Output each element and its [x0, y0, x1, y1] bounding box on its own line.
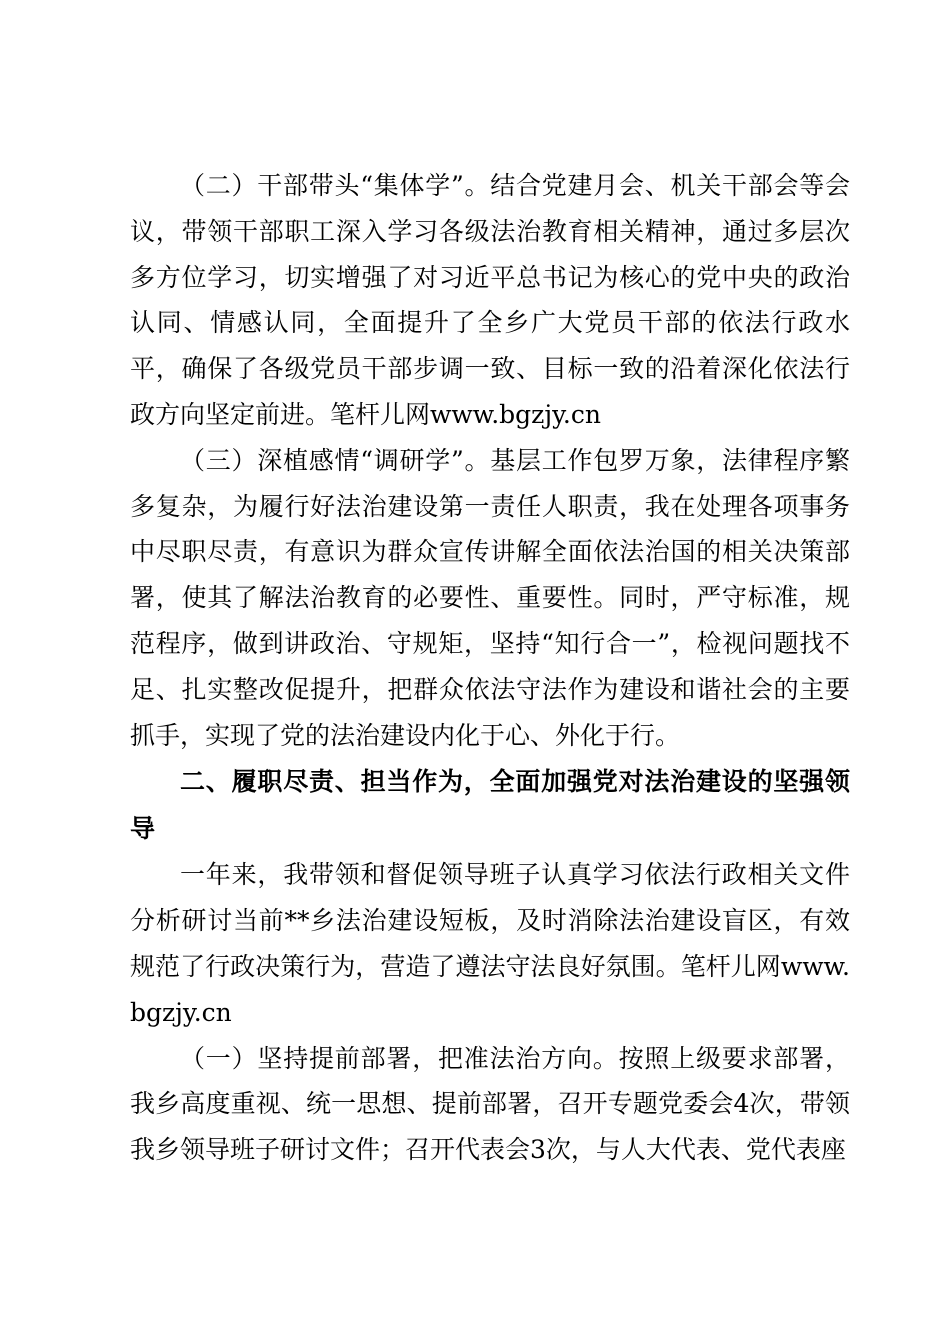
paragraph-advance-deployment: （一）坚持提前部署，把准法治方向。按照上级要求部署，我乡高度重视、统一思想、提前部署，召开专题党委会4次，带领我乡领导班子研讨文件；召开代表会3次，与人大代表、党代表座: [130, 1043, 850, 1165]
section-heading-two: 二、履职尽责、担当作为，全面加强党对法治建设的坚强领导: [130, 767, 850, 844]
paragraph-cadre-collective-study: （二）干部带头“集体学”。结合党建月会、机关干部会等会议，带领干部职工深入学习各级法治教育相关精神，通过多层次多方位学习，切实增强了对习近平总书记为核心的党中央的政治认同、情感认同，全面提升了全乡广大党员干部的依法行政水平，确保了各级党员干部步调一致、目标一致的沿着深化依法行政方向坚定前进。笔杆儿网www.bgzjy.cn: [130, 171, 850, 429]
paragraph-year-summary: 一年来，我带领和督促领导班子认真学习依法行政相关文件分析研讨当前**乡法治建设短板，及时消除法治建设盲区，有效规范了行政决策行为，营造了遵法守法良好氛围。笔杆儿网www.bgzjy.cn: [130, 860, 850, 1027]
document-body: [130, 163, 850, 1173]
paragraph-research-study: （三）深植感情“调研学”。基层工作包罗万象，法律程序繁多复杂，为履行好法治建设第一责任人职责，我在处理各项事务中尽职尽责，有意识为群众宣传讲解全面依法治国的相关决策部署，使其了解法治教育的必要性、重要性。同时，严守标准，规范程序，做到讲政治、守规矩，坚持“知行合一”，检视问题找不足、扎实整改促提升，把群众依法守法作为建设和谐社会的主要抓手，实现了党的法治建设内化于心、外化于行。: [130, 445, 850, 750]
